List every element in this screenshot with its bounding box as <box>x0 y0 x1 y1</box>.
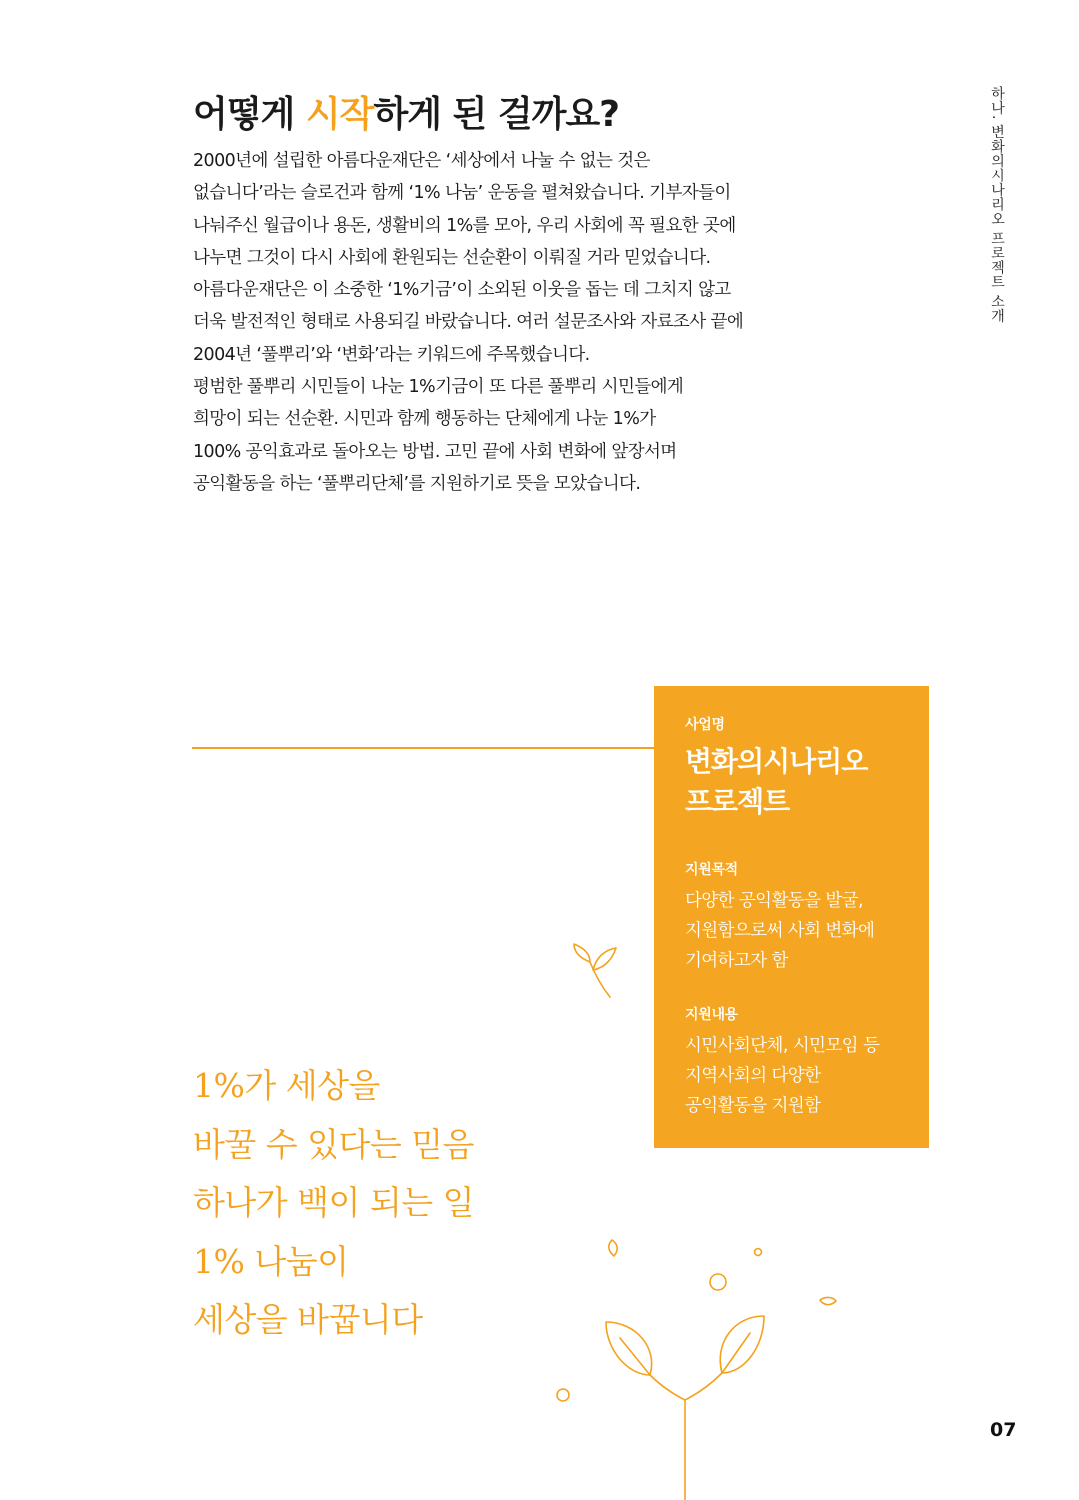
purpose-label: 지원목적 <box>685 862 738 878</box>
title-highlight: 시작 <box>305 94 374 135</box>
project-name-line: 변화의시나리오 <box>685 745 868 778</box>
intro-line: 평범한 풀뿌리 시민들이 나눈 1%기금이 또 다른 풀뿌리 시민들에게 <box>193 377 684 398</box>
slogan-line: 하나가 백이 되는 일 <box>193 1183 474 1222</box>
content-label: 지원내용 <box>685 1007 738 1023</box>
slogan-line: 세상을 바꿉니다 <box>193 1300 423 1339</box>
intro-line: 2004년 ‘풀뿌리’와 ‘변화’라는 키워드에 주목했습니다. <box>193 344 590 365</box>
section-side-title: 하나. 변화의시나리오 프로젝트 소개 <box>989 86 1005 324</box>
slogan-line: 바꿀 수 있다는 믿음 <box>193 1124 474 1164</box>
intro-line: 아름다운재단은 이 소중한 ‘1%기금’이 소외된 이웃을 돕는 데 그치지 않고 <box>193 280 731 301</box>
intro-line: 나누면 그것이 다시 사회에 환원되는 선순환이 이뤄질 거라 믿었습니다. <box>193 247 711 268</box>
intro-line: 희망이 되는 선순환. 시민과 함께 행동하는 단체에게 나눈 1%가 <box>193 409 656 430</box>
intro-line: 나눠주신 월급이나 용돈, 생활비의 1%를 모아, 우리 사회에 꼭 필요한 곳에 <box>193 215 736 236</box>
plant-illustration <box>557 1240 836 1500</box>
intro-line: 100% 공익효과로 돌아오는 방법. 고민 끝에 사회 변화에 앞장서며 <box>193 441 677 462</box>
content-line: 지역사회의 다양한 <box>685 1066 821 1086</box>
sprout-icon <box>574 944 616 997</box>
title-part-1: 어떻게 <box>193 94 306 135</box>
purpose-line: 다양한 공익활동을 발굴, <box>685 891 863 911</box>
intro-line: 더욱 발전적인 형태로 사용되길 바랐습니다. 여러 설문조사와 자료조사 끝에 <box>193 312 744 333</box>
intro-line: 없습니다’라는 슬로건과 함께 ‘1% 나눔’ 운동을 펼쳐왔습니다. 기부자들이 <box>193 183 731 204</box>
slogan-line: 1% 나눔이 <box>193 1241 349 1281</box>
page-number: 07 <box>990 1419 1017 1441</box>
content-line: 공익활동을 지원함 <box>685 1096 821 1116</box>
intro-line: 공익활동을 하는 ‘풀뿌리단체’를 지원하기로 뜻을 모았습니다. <box>193 473 641 494</box>
content-line: 시민사회단체, 시민모임 등 <box>685 1036 880 1056</box>
purpose-line: 지원함으로써 사회 변화에 <box>685 921 875 941</box>
slogan-line: 1%가 세상을 <box>193 1066 380 1105</box>
title-part-2: 하게 된 걸까요? <box>373 94 620 135</box>
project-name-line: 프로젝트 <box>685 785 790 818</box>
purpose-line: 기여하고자 함 <box>685 951 788 971</box>
project-label: 사업명 <box>685 717 725 733</box>
intro-line: 2000년에 설립한 아름다운재단은 ‘세상에서 나눌 수 없는 것은 <box>193 151 650 171</box>
